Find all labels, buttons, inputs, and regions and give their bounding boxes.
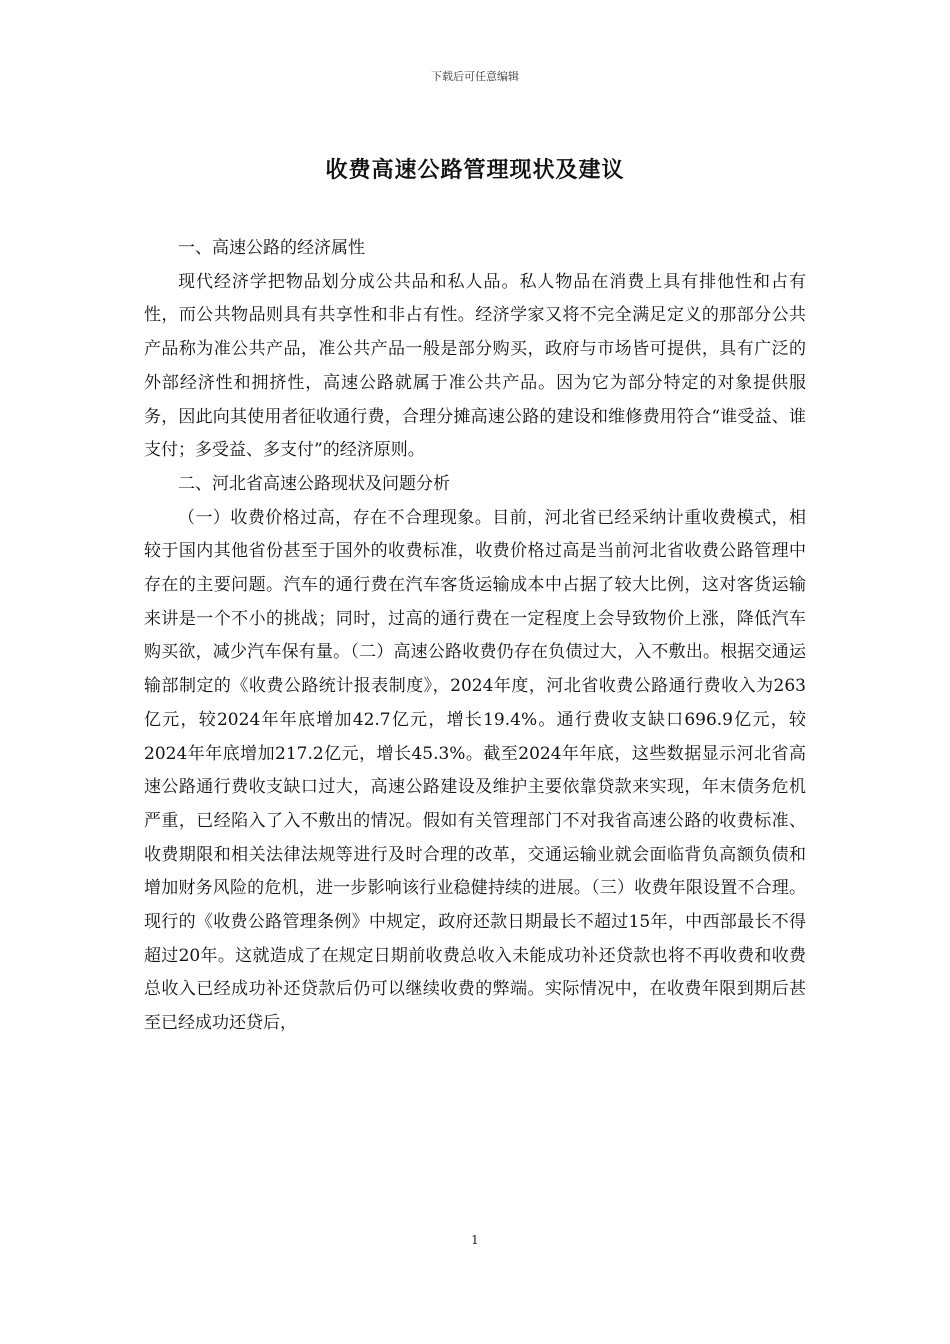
section-heading-2: 二、河北省高速公路现状及问题分析 <box>178 473 450 494</box>
section-heading-1: 一、高速公路的经济属性 <box>178 238 365 258</box>
paragraph-problem-analysis: （一）收费价格过高，存在不合理现象。目前，河北省已经采纳计重收费模式，相较于国内其他省份甚至于国外的收费标准，收费价格过高是当前河北省收费公路管理中存在的主要问题。汽车的通行费在汽车客货运输成本中占据了较大比例，这对客货运输来讲是一个不小的挑战；同时，过高的通行费在一定程度上会导致物价上涨，降低汽车购买欲，减少汽车保有量。（二）高速公路收费仍存在负债过大，入不敷出。根据交通运输部制定的《收费公路统计报表制度》，2024年度，河北省收费公路通行费收入为263亿元，较2024年年底增加42.7亿元，增长19.4%。通行费收支缺口696.9亿元，较2024年年底增加217.2亿元，增长45.3%。截至2024年年底，这些数据显示河北省高速公路通行费收支缺口过大，高速公路建设及维护主要依靠贷款来实现，年末债务危机严重，已经陷入了入不敷出的情况。假如有关管理部门不对我省高速公路的收费标准、收费期限和相关法律法规等进行及时合理的改革，交通运输业就会面临背负高额负债和增加财务风险的危机，进一步影响该行业稳健持续的进展。（三）收费年限设置不合理。现行的《收费公路管理条例》中规定，政府还款日期最长不超过15年，中西部最长不得超过20年。这就造成了在规定日期前收费总收入未能成功补还贷款也将不再收费和收费总收入已经成功补还贷款后仍可以继续收费的弊端。实际情况中，在收费年限到期后甚至已经成功还贷后， <box>144 507 806 1034</box>
document-body <box>144 232 806 1041</box>
page-header-note: 下载后可任意编辑 <box>431 70 519 83</box>
paragraph-economic-attributes: 现代经济学把物品划分成公共品和私人品。私人物品在消费上具有排他性和占有性，而公共物品则具有共享性和非占有性。经济学家又将不完全满足定义的那部分公共产品称为准公共产品，准公共产品一般是部分购买，政府与市场皆可提供，具有广泛的外部经济性和拥挤性，高速公路就属于准公共产品。因为它为部分特定的对象提供服务，因此向其使用者征收通行费，合理分摊高速公路的建设和维修费用符合“谁受益、谁支付；多受益、多支付”的经济原则。 <box>144 271 806 461</box>
document-title: 收费高速公路管理现状及建议 <box>325 157 625 183</box>
page-number: 1 <box>471 1233 479 1247</box>
